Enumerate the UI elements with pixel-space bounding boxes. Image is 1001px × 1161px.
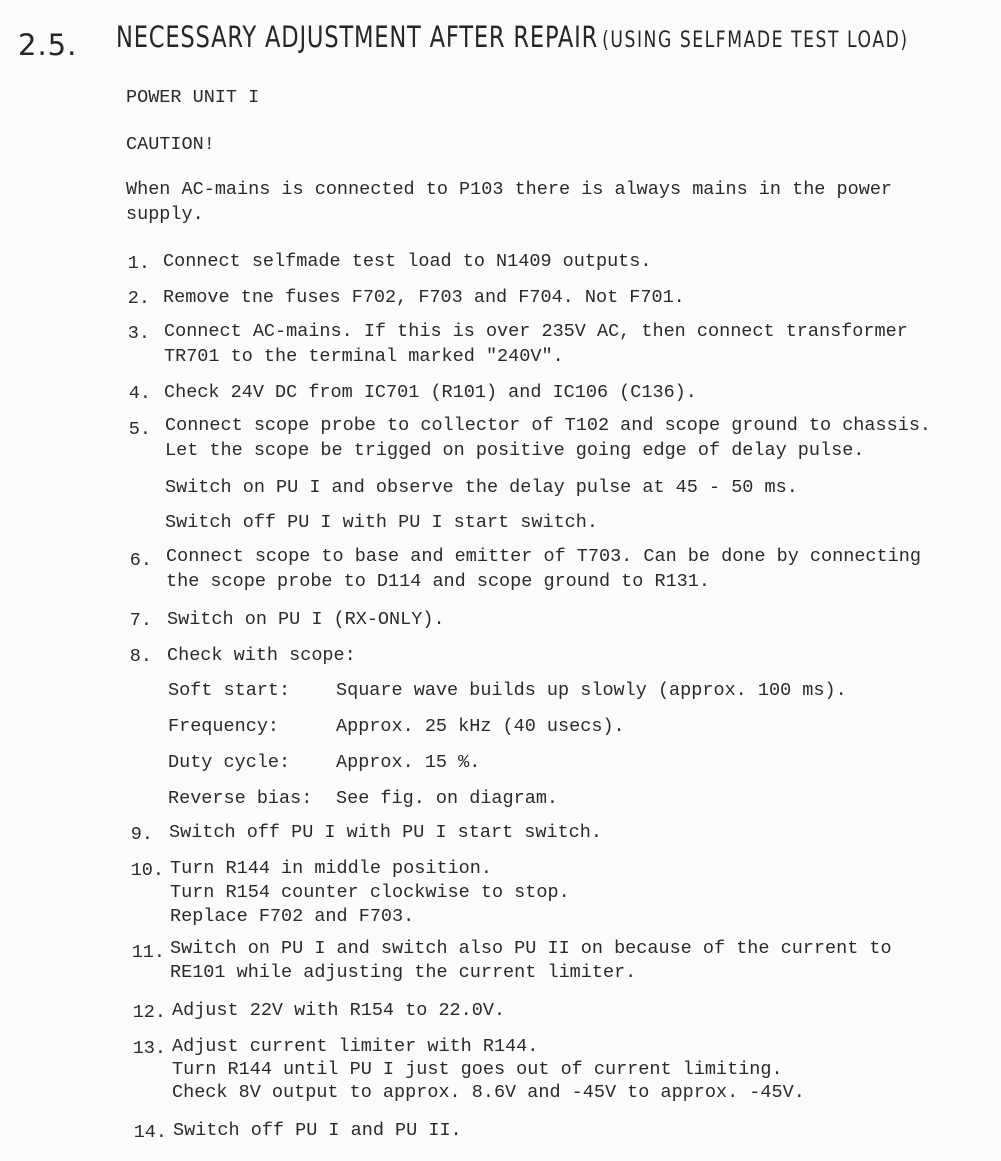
step-number: 11. — [131, 942, 165, 963]
step-number: 7. — [129, 610, 152, 631]
step-note: Switch on PU I and observe the delay pulse at 45 - 50 ms. — [165, 477, 798, 498]
section-title-sub: (USING SELFMADE TEST LOAD) — [602, 28, 909, 53]
step-number: 2. — [127, 288, 150, 309]
step-text: Check 8V output to approx. 8.6V and -45V to approx. -45V. — [172, 1082, 805, 1103]
step-text: Check with scope: — [167, 645, 356, 666]
step-text: Switch off PU I and PU II. — [173, 1120, 462, 1141]
caution-heading: CAUTION! — [126, 134, 215, 155]
step-text: Connect scope probe to collector of T102 and scope ground to chassis. — [165, 415, 932, 436]
step-text: Turn R144 in middle position. — [170, 858, 492, 879]
step-text: Switch off PU I with PU I start switch. — [169, 822, 602, 843]
step-text: the scope probe to D114 and scope ground to R131. — [166, 571, 710, 592]
step-number: 1. — [127, 253, 150, 274]
step-text: Let the scope be trigged on positive going edge of delay pulse. — [165, 440, 865, 461]
step-text: RE101 while adjusting the current limiter. — [170, 962, 637, 983]
check-label: Duty cycle: — [168, 752, 291, 773]
step-text: Switch on PU I and switch also PU II on because of the current to — [170, 938, 892, 959]
check-row — [168, 679, 847, 702]
step-text: Check 24V DC from IC701 (R101) and IC106 (C136). — [164, 382, 697, 403]
check-row — [168, 787, 558, 810]
step-text: Turn R154 counter clockwise to stop. — [170, 882, 570, 903]
check-value: Approx. 15 %. — [336, 752, 481, 773]
step-number: 13. — [132, 1038, 166, 1059]
step-number: 4. — [128, 383, 151, 404]
section-number: 2.5. — [18, 28, 78, 62]
check-value: Square wave builds up slowly (approx. 100 ms). — [336, 680, 847, 701]
step-text: Adjust 22V with R154 to 22.0V. — [172, 1000, 506, 1021]
step-text: Switch on PU I (RX-ONLY). — [167, 609, 445, 630]
check-row — [168, 751, 480, 774]
step-number: 10. — [130, 860, 164, 881]
section-title-main: NECESSARY ADJUSTMENT AFTER REPAIR — [116, 20, 599, 54]
step-text: Adjust current limiter with R144. — [172, 1036, 539, 1057]
check-row — [168, 715, 625, 738]
step-note: Switch off PU I with PU I start switch. — [165, 512, 598, 533]
warning-line: supply. — [126, 204, 204, 225]
unit-heading: POWER UNIT I — [126, 87, 260, 108]
step-number: 9. — [130, 824, 153, 845]
check-label: Frequency: — [168, 716, 280, 737]
step-text: Connect scope to base and emitter of T703. Can be done by connecting — [166, 546, 921, 567]
step-text: Connect selfmade test load to N1409 outputs. — [163, 251, 652, 272]
section-title — [116, 20, 909, 54]
step-text: Replace F702 and F703. — [170, 906, 415, 927]
step-number: 3. — [127, 323, 150, 344]
step-number: 5. — [128, 419, 151, 440]
step-text: TR701 to the terminal marked "240V". — [164, 346, 564, 367]
check-label: Soft start: — [168, 680, 291, 701]
step-number: 12. — [132, 1002, 166, 1023]
check-value: See fig. on diagram. — [336, 788, 559, 809]
step-number: 8. — [129, 646, 152, 667]
check-label: Reverse bias: — [168, 788, 313, 809]
check-value: Approx. 25 kHz (40 usecs). — [336, 716, 625, 737]
step-text: Connect AC-mains. If this is over 235V AC, then connect transformer — [164, 321, 908, 342]
step-text: Remove tne fuses F702, F703 and F704. Not F701. — [163, 287, 685, 308]
step-number: 6. — [129, 550, 152, 571]
warning-line: When AC-mains is connected to P103 there is always mains in the power — [126, 179, 893, 200]
step-number: 14. — [133, 1122, 167, 1143]
step-text: Turn R144 until PU I just goes out of current limiting. — [172, 1059, 783, 1080]
